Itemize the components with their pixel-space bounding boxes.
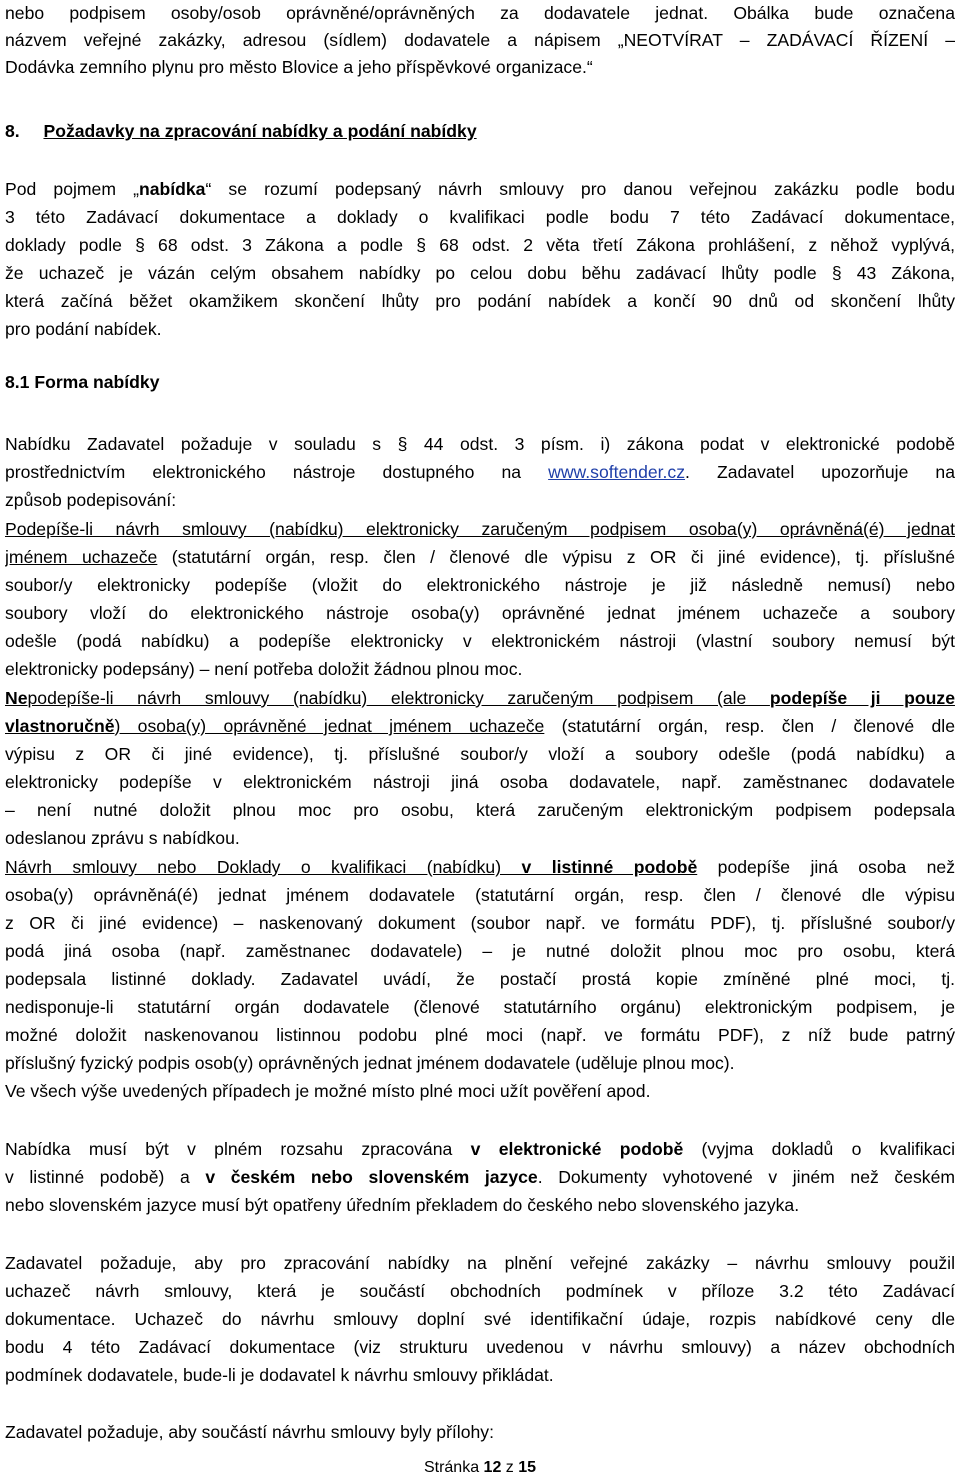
paragraph-line: jménem uchazeče (statutární orgán, resp. člen / členové dle výpisu z OR či jiné evidence), tj. příslušné (5, 547, 955, 567)
paragraph-line: prostřednictvím elektronického nástroje dostupného na www.softender.cz. Zadavatel upozorňuje na (5, 462, 955, 482)
section-number: 8. (5, 121, 20, 141)
paragraph-line: Nabídku Zadavatel požaduje v souladu s § 44 odst. 3 písm. i) zákona podat v elektronické podobě (5, 434, 955, 454)
paragraph-line: pro podání nabídek. (5, 319, 162, 339)
paragraph-line: Nepodepíše-li návrh smlouvy (nabídku) elektronicky zaručeným podpisem (ale podepíše ji pouze (5, 688, 955, 708)
paragraph-line: která začíná běžet okamžikem skončení lhůty pro podání nabídek a končí 90 dnů od skončení lhůty (5, 291, 955, 311)
paragraph-line: bodu 4 této Zadávací dokumentace (viz strukturu uvedenou v návrhu smlouvy) a název obchodních (5, 1337, 955, 1357)
paragraph-line: soubory vloží do elektronického nástroje osoba(y) oprávněné jednat jménem uchazeče a soubory (5, 603, 955, 623)
paragraph-line: Ve všech výše uvedených případech je možné místo plné moci užít pověření apod. (5, 1081, 651, 1101)
softender-link[interactable]: www.softender.cz (548, 462, 686, 482)
section-heading (5, 117, 955, 145)
paragraph-line: Podepíše-li návrh smlouvy (nabídku) elektronicky zaručeným podpisem osoba(y) oprávněná(é) jednat (5, 519, 955, 539)
paragraph-line: Nabídka musí být v plném rozsahu zpracována v elektronické podobě (vyjma dokladů o kvalifikaci (5, 1139, 955, 1159)
paragraph-line: podmínek dodavatele, bude-li je dodavatel k návrhu smlouvy přikládat. (5, 1365, 554, 1385)
paragraph-line: dokumentace. Uchazeč do návrhu smlouvy doplní své identifikační údaje, rozpis nabídkové ceny dle (5, 1309, 955, 1329)
paragraph-line: vlastnoručně) osoba(y) oprávněné jednat jménem uchazeče (statutární orgán, resp. člen / členové dle (5, 716, 955, 736)
paragraph-line: Návrh smlouvy nebo Doklady o kvalifikaci (nabídku) v listinné podobě podepíše jiná osoba než (5, 857, 955, 877)
intro-line: Dodávka zemního plynu pro město Blovice a jeho příspěvkové organizace.“ (5, 57, 593, 77)
paragraph-line: v listinné podobě) a v českém nebo slovenském jazyce. Dokumenty vyhotovené v jiném než českém (5, 1167, 955, 1187)
paragraph-line: že uchazeč je vázán celým obsahem nabídky po celou dobu běhu zadávací lhůty podle § 43 Zákona, (5, 263, 955, 283)
paragraph-line: 3 této Zadávací dokumentace a doklady o kvalifikaci podle bodu 7 této Zadávací dokumentace, (5, 207, 955, 227)
page-label: Stránka (423, 1459, 484, 1476)
paragraph-line: Zadavatel požaduje, aby pro zpracování nabídky na plnění veřejné zakázky – návrhu smlouvy použil (5, 1253, 955, 1273)
section-title: Požadavky na zpracování nabídky a podání nabídky (43, 121, 477, 141)
paragraph-line: elektronicky podepsány) – není potřeba doložit žádnou plnou moc. (5, 659, 523, 679)
intro-line: názvem veřejné zakázky, adresou (sídlem) dodavatele a nápisem „NEOTVÍRAT – ZADÁVACÍ ŘÍZENÍ – (5, 30, 955, 50)
page-footer (0, 1456, 960, 1480)
paragraph-line: Pod pojmem „nabídka“ se rozumí podepsaný návrh smlouvy pro danou veřejnou zakázku podle bodu (5, 179, 955, 199)
paragraph-line: možné doložit naskenovanou listinnou podobu plné moci (např. ve formátu PDF), z níž bude patrný (5, 1025, 955, 1045)
paragraph-line: odešle (podá nabídku) a podepíše elektronicky v elektronickém nástroji (vlastní soubory nemusí být (5, 631, 955, 651)
paragraph-line: – není nutné doložit plnou moc pro osobu, která zaručeným elektronickým podpisem podepsala (5, 800, 955, 820)
paragraph-line: nedisponuje-li statutární orgán dodavatele (členové statutárního orgánu) elektronickým podpisem, je (5, 997, 955, 1017)
paragraph-line: soubor/y elektronicky podepíše (vložit do elektronického nástroje je již následně nemusí) nebo (5, 575, 955, 595)
paragraph-line: nebo slovenském jazyce musí být opatřeny úředním překladem do českého nebo slovenského jazyka. (5, 1195, 800, 1215)
paragraph-line: uchazeč návrh smlouvy, která je součástí obchodních podmínek v příloze 3.2 této Zadávací (5, 1281, 955, 1301)
paragraph-line: odeslanou zprávu s nabídkou. (5, 828, 240, 848)
paragraph-line: osoba(y) oprávněná(é) jednat jménem dodavatele (statutární orgán, resp. člen / členové dle výpisu (5, 885, 955, 905)
paragraph-line: způsob podepisování: (5, 490, 177, 510)
paragraph-line: příslušný fyzický podpis osob(y) oprávněných jednat jménem dodavatele (uděluje plnou moc). (5, 1053, 735, 1073)
paragraph-line: podá jiná osoba (např. zaměstnanec dodavatele) – je nutné doložit plnou moc pro osobu, která (5, 941, 955, 961)
paragraph-line: podepsala listinné doklady. Zadavatel uvádí, že postačí prostá kopie zmíněné plné moci, tj. (5, 969, 955, 989)
subsection-heading: 8.1 Forma nabídky (5, 372, 160, 392)
paragraph-line: elektronicky podepíše v elektronickém nástroji jiná osoba dodavatele, např. zaměstnanec dodavatele (5, 772, 955, 792)
paragraph-line: doklady podle § 68 odst. 3 Zákona a podle § 68 odst. 2 věta třetí Zákona prohlášení, z něhož vyplývá, (5, 235, 955, 255)
paragraph-line: Zadavatel požaduje, aby součástí návrhu smlouvy byly přílohy: (5, 1422, 494, 1442)
paragraph-line: výpisu z OR či jiné evidence), tj. příslušné soubor/y vloží a soubory odešle (podá nabídku) a (5, 744, 955, 764)
paragraph-line: z OR či jiné evidence) – naskenovaný dokument (soubor např. ve formátu PDF), tj. příslušné soubor/y (5, 913, 955, 933)
intro-line: nebo podpisem osoby/osob oprávněné/oprávněných za dodavatele jednat. Obálka bude označena (5, 3, 955, 23)
page-total: 15 (518, 1459, 537, 1476)
page-separator: z (501, 1459, 519, 1476)
page-current: 12 (483, 1459, 502, 1476)
